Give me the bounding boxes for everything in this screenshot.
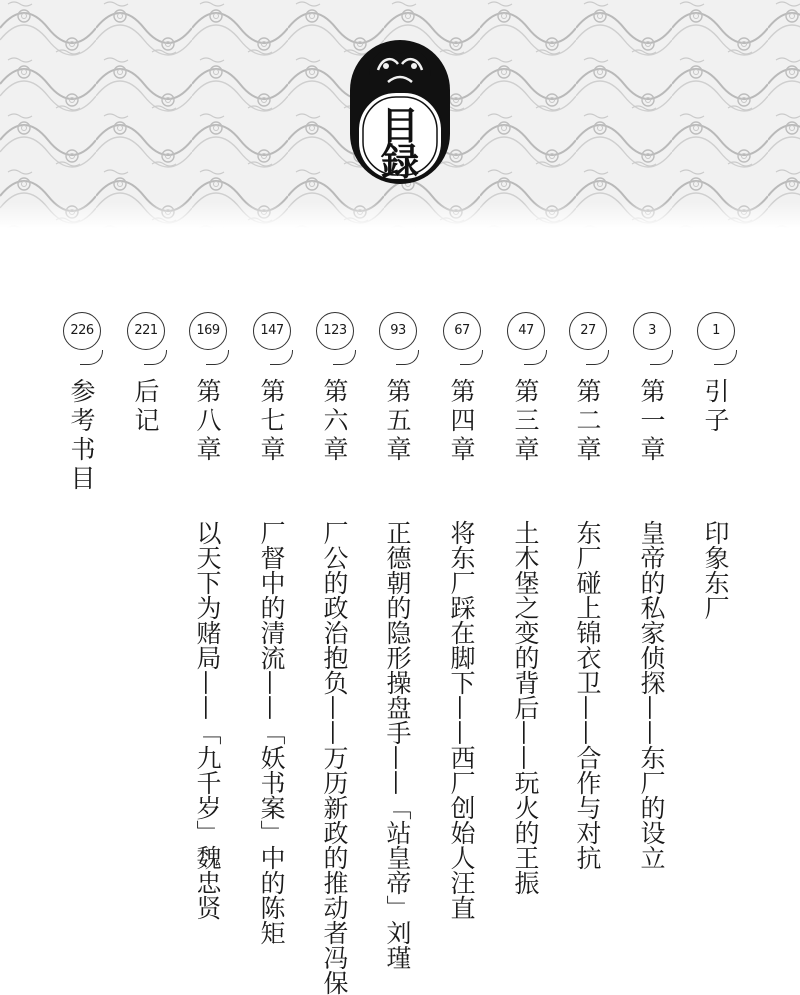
chapter-label: 引子 [701,378,730,436]
chapter-label: 第四章 [447,378,476,465]
chapter-label: 第五章 [383,378,412,465]
page-number-badge: 147 [253,312,291,350]
chapter-label: 第六章 [320,378,349,465]
badge-tail-decoration [524,350,547,365]
page-number-badge: 93 [379,312,417,350]
badge-tail-decoration [144,350,167,365]
page-number-badge: 3 [633,312,671,350]
chapter-subtitle: 皇帝的私家侦探——东厂的设立 [637,520,666,870]
chapter-subtitle: 正德朝的隐形操盘手——「站皇帝」刘瑾 [383,520,412,970]
page-number-badge: 27 [569,312,607,350]
seal-character-1: 目 [380,103,419,148]
page-number-badge: 123 [316,312,354,350]
page-number-badge: 47 [507,312,545,350]
chapter-subtitle: 以天下为赌局——「九千岁」魏忠贤 [193,520,222,920]
badge-tail-decoration [650,350,673,365]
seal-character-2: 録 [380,139,419,184]
badge-tail-decoration [206,350,229,365]
page-number-badge: 67 [443,312,481,350]
chapter-label: 参考书目 [67,378,96,494]
chapter-label: 第三章 [511,378,540,465]
chapter-subtitle: 东厂碰上锦衣卫——合作与对抗 [573,520,602,870]
contents-seal-emblem [348,36,452,186]
chapter-label: 后记 [131,378,160,436]
decorative-banner [0,0,800,228]
badge-tail-decoration [714,350,737,365]
chapter-label: 第八章 [193,378,222,465]
page-number-badge: 1 [697,312,735,350]
badge-tail-decoration [396,350,419,365]
page-number-badge: 226 [63,312,101,350]
chapter-subtitle: 将东厂踩在脚下——西厂创始人汪直 [447,520,476,920]
chapter-subtitle: 印象东厂 [701,520,730,620]
badge-tail-decoration [80,350,103,365]
chapter-label: 第七章 [257,378,286,465]
chapter-subtitle: 厂公的政治抱负——万历新政的推动者冯保 [320,520,349,995]
badge-tail-decoration [586,350,609,365]
chapter-subtitle: 厂督中的清流——「妖书案」中的陈矩 [257,520,286,945]
badge-tail-decoration [460,350,483,365]
badge-tail-decoration [270,350,293,365]
page-number-badge: 221 [127,312,165,350]
chapter-subtitle: 土木堡之变的背后——玩火的王振 [511,520,540,895]
page-number-badge: 169 [189,312,227,350]
chapter-label: 第一章 [637,378,666,465]
chapter-label: 第二章 [573,378,602,465]
badge-tail-decoration [333,350,356,365]
